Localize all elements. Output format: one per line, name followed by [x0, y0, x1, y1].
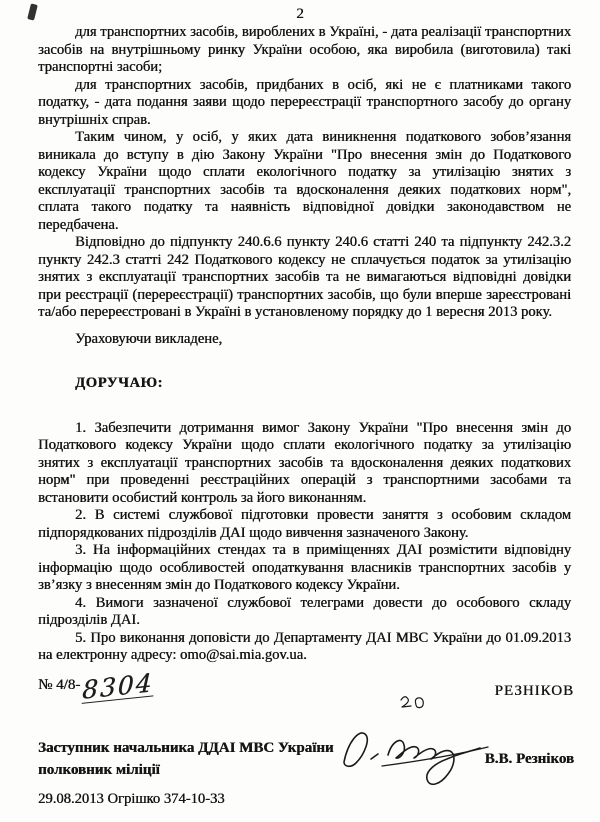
signer-rank: полковник міліції [38, 762, 160, 778]
body-paragraph: для транспортних засобів, вироблених в Україні, - дата реалізації транспортних засобів на внутрішньому ринку України особою, яка виробила (виготовила) такі транспортні засоби; [38, 24, 571, 75]
signature [330, 708, 500, 800]
signatory-surname: РЕЗНІКОВ [494, 683, 574, 699]
body-paragraph: Відповідно до підпункту 240.6.6 пункту 240.6 статті 240 та підпункту 242.3.2 пункту 242.3 статті 242 Податкового кодексу не сплачується податок за утилізацію знятих з експлуатації транспортних засобів та не вимагаються відповідні довідки при реєстрації (перереєстрації) транспортних засобів, що були вперше зареєстровані та/або перереєстровані в Україні в установленому порядку до 1 вересня 2013 року. [38, 234, 571, 320]
signer-name: В.В. Резніков [484, 751, 574, 767]
directive-heading: ДОРУЧАЮ: [75, 375, 163, 391]
body-paragraph: Ураховуючи викладене, [75, 330, 223, 347]
signer-titles [38, 737, 334, 781]
doc-number-label: № 4/8- [38, 677, 81, 693]
body-paragraph: Таким чином, у осіб, у яких дата виникнення податкового зобов’язання виникала до вступу в дію Закону України "Про внесення змін до Податкового кодексу України щодо сплати екологічного податку за утилізацію знятих з експлуатації транспортних засобів та вдосконалення деяких податкових норм", сплата такого податку та наявність відповідної довідки законодавством не передбачена. [38, 129, 571, 233]
directive-item: 5. Про виконання доповісти до Департаменту ДАІ МВС України до 01.09.2013 на електронну адресу: omo@sai.mia.gov.ua. [38, 629, 571, 663]
body-paragraph: для транспортних засобів, придбаних в осіб, які не є платниками такого податку, - дата подання заяви щодо перереєстрації транспортного засобу до органу внутрішніх справ. [38, 76, 571, 128]
directive-item: 1. Забезпечити дотримання вимог Закону України "Про внесення змін до Податкового кодексу України щодо сплати екологічного податку за утилізацію знятих з експлуатації транспортних засобів та вдосконалення деяких податкових норм" при проведенні реєстраційних операцій з транспортними засобами та встановити особистий контроль за його виконанням. [38, 419, 571, 506]
handwritten-doc-number: 8304 [81, 668, 155, 705]
executor-line: 29.08.2013 Огрішко 374-10-33 [38, 791, 225, 807]
directive-item: 3. На інформаційних стендах та в приміщеннях ДАІ розмістити відповідну інформацію щодо особливостей оподаткування власників транспортних засобів у зв’язку з внесенням змін до Податкового кодексу України. [38, 542, 571, 593]
signer-title: Заступник начальника ДДАІ МВС України [38, 740, 334, 756]
directive-item: 4. Вимоги зазначеної службової телеграми довести до особового складу підрозділів ДАІ. [38, 594, 571, 628]
document-number-line [38, 668, 574, 708]
document-body [38, 24, 571, 665]
directive-item: 2. В системі службової підготовки провести заняття з особовим складом підпорядкованих підрозділів ДАІ щодо вивчення зазначеного Закону. [38, 507, 571, 541]
page-number: 2 [296, 6, 304, 22]
